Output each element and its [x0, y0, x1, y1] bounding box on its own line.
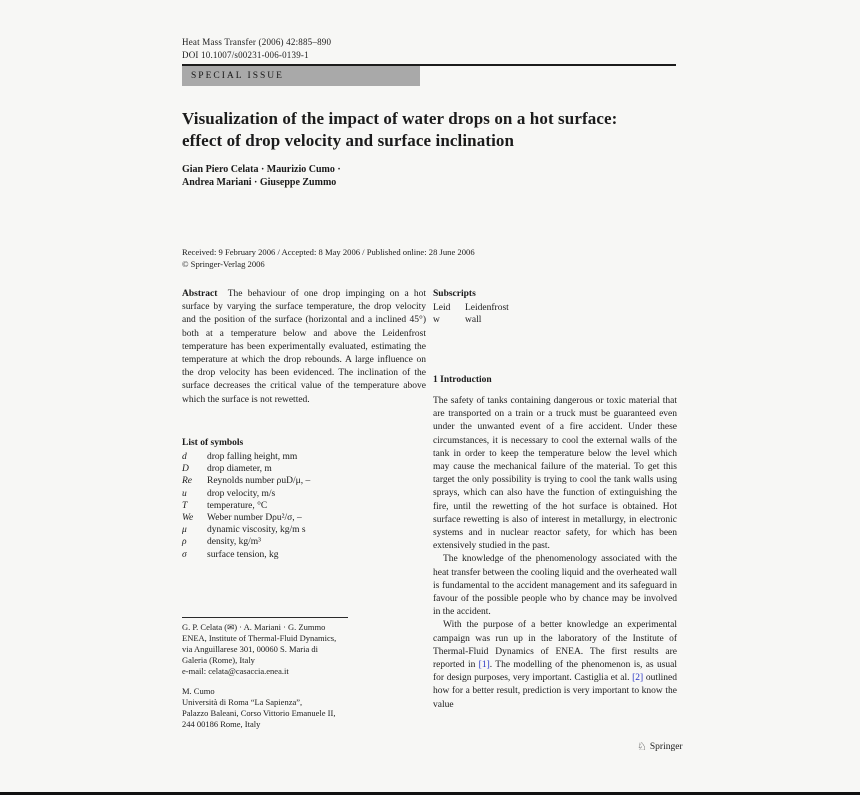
symbols-table [182, 451, 426, 561]
subscript-definition: Leidenfrost [465, 303, 509, 313]
correspondence-authors: G. P. Celata (✉) · A. Mariani · G. Zummo [182, 622, 326, 632]
subscript-symbol: w [433, 315, 440, 326]
citation-link-1[interactable]: [1] [478, 660, 490, 671]
subscripts-heading: Subscripts [433, 289, 476, 299]
subscript-symbol: Leid [433, 303, 451, 313]
correspondence-note [182, 622, 426, 677]
abstract-label: Abstract [182, 289, 218, 299]
right-column [433, 288, 677, 758]
symbol-definition: drop diameter, m [207, 464, 272, 475]
journal-line: Heat Mass Transfer (2006) 42:885–890 [182, 37, 332, 47]
symbol-row [182, 475, 426, 487]
subscripts-table [433, 302, 677, 327]
intro-paragraph-3 [433, 619, 677, 711]
symbol-row [182, 524, 426, 536]
affiliation-line: Galeria (Rome), Italy [182, 655, 255, 665]
left-column [182, 288, 426, 748]
symbol: μ [182, 525, 187, 536]
springer-horse-icon: ♘ [637, 740, 647, 753]
symbol-definition: temperature, °C [207, 500, 268, 511]
introduction-body [433, 395, 677, 712]
symbol-row [182, 500, 426, 512]
authors-line2: Andrea Mariani · Giuseppe Zummo [182, 177, 337, 188]
symbol-definition: surface tension, kg [207, 549, 279, 560]
symbols-heading: List of symbols [182, 438, 244, 448]
subscript-row [433, 314, 677, 326]
symbol: D [182, 464, 189, 475]
symbol-definition: Weber number Dρu²/σ, – [207, 513, 302, 524]
author-list [182, 163, 341, 189]
symbol: T [182, 500, 188, 511]
publisher-name: Springer [649, 742, 683, 752]
subscript-definition: wall [465, 315, 482, 326]
received-line: Received: 9 February 2006 / Accepted: 8 May 2006 / Published online: 28 June 2006 [182, 247, 475, 257]
intro-paragraph-2: The knowledge of the phenomenology associated with the heat transfer between the cooling liquid and the overheated wall is fundamental to the accident management and its safeguard in favour of the possible people who by chance may be involved in the accident. [433, 554, 677, 618]
symbol: u [182, 488, 187, 499]
affiliation-note [182, 686, 426, 730]
symbol-row [182, 512, 426, 524]
email-line: e-mail: celata@casaccia.enea.it [182, 666, 289, 676]
symbol: d [182, 452, 187, 462]
symbol-row [182, 536, 426, 548]
journal-reference [182, 36, 331, 61]
symbol-definition: drop velocity, m/s [207, 488, 276, 499]
intro-paragraph-3-text: With the purpose of a better knowledge an experimental campaign was run up in the laboratory of the Institute of Thermal-Fluid Dynamics of ENEA. The first results are reported in [433, 620, 677, 671]
symbol-definition: dynamic viscosity, kg/m s [207, 525, 306, 536]
symbol-definition: Reynolds number ρuD/μ, – [207, 476, 311, 487]
intro-paragraph-3-text: . The modelling of the phenomenon is, as usual for design purposes, very important. Castiglia et al. [433, 660, 677, 684]
symbol: ρ [182, 537, 187, 548]
symbol: σ [182, 549, 187, 560]
symbol-row [182, 488, 426, 500]
symbol-row [182, 549, 426, 561]
abstract-paragraph [182, 288, 426, 407]
article-history [182, 247, 475, 270]
copyright-line: © Springer-Verlag 2006 [182, 258, 265, 269]
abstract-text: The behaviour of one drop impinging on a hot surface by varying the surface temperature, the drop velocity and the position of the surface (horizontal and a inclined 45°) both at a temperature below and above the Leidenfrost temperature has been experimentally evaluated, estimating the temperature at which the drop rebounds. A large influence on the drop velocity has been evidenced. The inclination of the surface decreases the critical value of the temperature above which the surface is not rewetted. [182, 289, 427, 405]
affiliation-line: Università di Roma “La Sapienza”, [182, 697, 303, 707]
affiliation-line: ENEA, Institute of Thermal-Fluid Dynamics, [182, 633, 337, 643]
doi-line: DOI 10.1007/s00231-006-0139-1 [182, 49, 309, 60]
symbol-definition: density, kg/m³ [207, 537, 261, 548]
symbol: Re [182, 476, 193, 487]
publisher-logo [637, 740, 683, 754]
paper-title-line2: effect of drop velocity and surface inclination [182, 131, 515, 150]
symbol-definition: drop falling height, mm [207, 452, 298, 462]
footnote-rule [182, 617, 348, 618]
section-heading-introduction: 1 Introduction [433, 375, 492, 385]
symbol: We [182, 513, 194, 524]
authors-line1: Gian Piero Celata · Maurizio Cumo · [182, 164, 341, 175]
paper-title [182, 108, 682, 152]
affiliation-line: 244 00186 Rome, Italy [182, 719, 261, 729]
symbol-row [182, 451, 426, 463]
affiliation-line: via Anguillarese 301, 00060 S. Maria di [182, 644, 318, 654]
intro-paragraph-1: The safety of tanks containing dangerous or toxic material that are transported on a train or a truck must be guaranteed even under the unwanted event of a fire accident. Under these circumstances, it is necessary to cool the external walls of the tank in order to keep the temperature below the level which may cause the mechanical failure of the material. To get this target the only possibility is trying to cool the tank walls using sprays, which can also have the function of extinguishing the fire, until the rewetting of the hot surface is obtained. Hot surface rewetting is also of interest in metallurgy, in electronic systems and in nuclear reactor safety, for which has been extensively studied in the past. [433, 396, 677, 552]
affiliation-author: M. Cumo [182, 686, 215, 696]
paper-title-line1: Visualization of the impact of water drops on a hot surface: [182, 109, 618, 128]
intro-paragraph-3-text: outlined how for a better result, prediction is very important to know the value [433, 673, 677, 710]
citation-link-2[interactable]: [2] [632, 673, 644, 684]
special-issue-banner: SPECIAL ISSUE [182, 66, 420, 86]
symbol-row [182, 463, 426, 475]
affiliation-line: Palazzo Baleani, Corso Vittorio Emanuele II, [182, 708, 336, 718]
subscript-row [433, 302, 677, 314]
